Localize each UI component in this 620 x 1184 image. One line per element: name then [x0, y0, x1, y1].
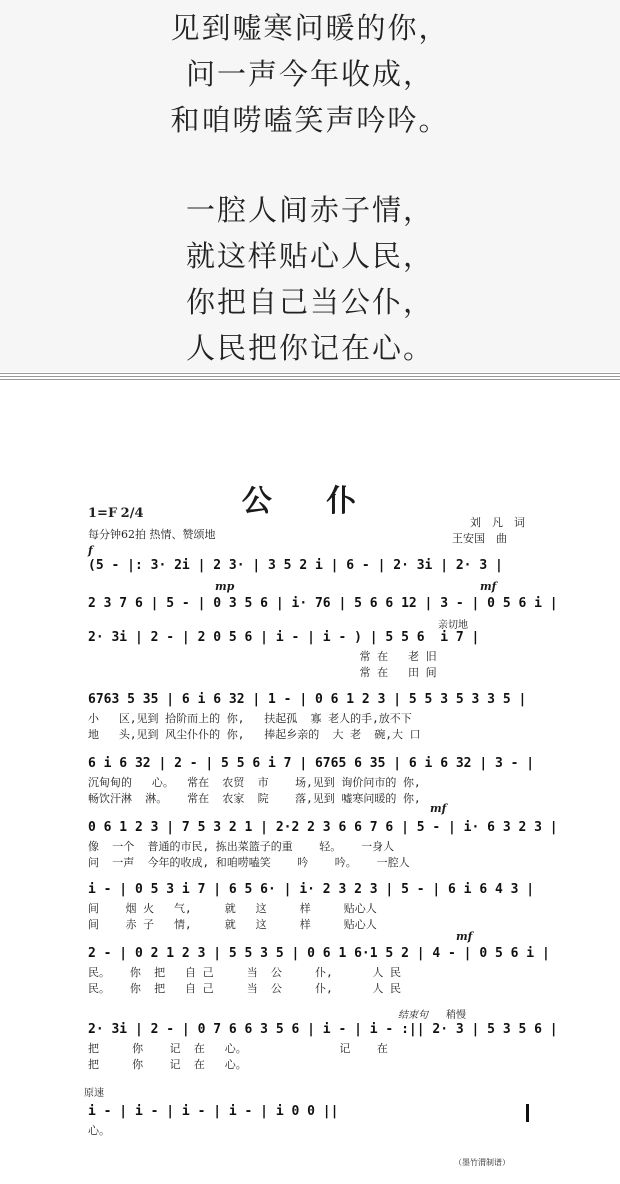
jianpu-notes: (5 - |: 3· 2i | 2 3· | 3 5 2 i | 6 - | 2· 3i | 2· 3 |	[88, 558, 503, 573]
poem-line: 问一声今年收成，	[185, 57, 434, 91]
jianpu-notes: 6 i 6 32 | 2 - | 5 5 6 i 7 | 6765 6 35 | 6 i 6 32 | 3 - |	[88, 756, 535, 771]
jianpu-notes: 6763 5 35 | 6 i 6 32 | 1 - | 0 6 1 2 3 | 5 5 3 5 3 3 5 |	[88, 692, 527, 707]
dynamic-mp: mp	[215, 580, 235, 593]
jianpu-notes: 0 6 1 2 3 | 7 5 3 2 1 | 2·2 2 3 6 6 7 6 | 5 - | i· 6 3 2 3 |	[88, 820, 558, 835]
lyric-verse-1: 间 烟 火 气, 就 这 样 贴心人	[88, 902, 377, 915]
dynamic-mf: mf	[430, 802, 447, 815]
lyricist-credit: 刘 凡 词	[470, 516, 525, 529]
jianpu-notes: 2· 3i | 2 - | 0 7 6 6 3 5 6 | i - | i - :|| 2· 3 | 5 3 5 6 |	[88, 1022, 558, 1037]
key-label: 1=F	[88, 506, 118, 521]
lyric-verse-1: 常 在 老 旧	[88, 650, 437, 663]
section-divider	[0, 373, 620, 374]
poem-line: 就这样贴心人民，	[185, 239, 434, 273]
dynamic-f: f	[88, 544, 93, 557]
tempo-marking: 每分钟62拍 热情、赞颂地	[88, 528, 216, 541]
score-title: 公 仆	[241, 484, 379, 519]
poem-panel	[0, 0, 620, 372]
final-barline	[526, 1104, 529, 1122]
jianpu-notes: i - | i - | i - | i - | i 0 0 ||	[88, 1104, 339, 1119]
poem-line: 见到嘘寒问暖的你，	[170, 11, 450, 45]
lyric-verse-2: 畅饮汗淋 淋。 常在 农家 院 落,见到 嘘寒问暖的 你,	[88, 792, 421, 805]
tempo-change-label: 稍慢	[446, 1010, 466, 1021]
transcriber-credit: （墨竹渭制谱）	[454, 1158, 510, 1167]
section-divider	[0, 376, 620, 377]
lyric-verse-1: 心。	[88, 1124, 110, 1137]
expression-label: 亲切地	[438, 620, 468, 631]
jianpu-notes: 2· 3i | 2 - | 2 0 5 6 | i - | i - ) | 5 5 6 i 7 |	[88, 630, 480, 645]
tempo-return-label: 原速	[84, 1088, 104, 1099]
jianpu-notes: 2 - | 0 2 1 2 3 | 5 5 3 5 | 0 6 1 6·1 5 2 | 4 - | 0 5 6 i |	[88, 946, 550, 961]
poem-line: 一腔人间赤子情，	[185, 193, 434, 227]
lyric-verse-2: 地 头,见到 风尘仆仆的 你, 捧起乡亲的 大 老 碗,大 口	[88, 728, 421, 741]
composer-credit: 王安国 曲	[452, 532, 507, 545]
lyric-verse-2: 民。 你 把 自 己 当 公 仆, 人 民	[88, 982, 402, 995]
poem-line: 和咱唠嗑笑声吟吟。	[170, 103, 450, 137]
jianpu-notes: 2 3 7 6 | 5 - | 0 3 5 6 | i· 76 | 5 6 6 12 | 3 - | 0 5 6 i |	[88, 596, 558, 611]
music-score	[0, 384, 620, 1184]
lyric-verse-1: 民。 你 把 自 己 当 公 仆, 人 民	[88, 966, 402, 979]
lyric-verse-1: 小 区,见到 拾阶而上的 你, 扶起孤 寡 老人的手,放不下	[88, 712, 412, 725]
lyric-verse-2: 常 在 田 间	[88, 666, 437, 679]
dynamic-mf: mf	[456, 930, 473, 943]
lyric-verse-2: 间 赤 子 情, 就 这 样 贴心人	[88, 918, 377, 931]
dynamic-mf: mf	[480, 580, 497, 593]
section-divider	[0, 379, 620, 380]
lyric-verse-1: 把 你 记 在 心。 记 在	[88, 1042, 388, 1055]
lyric-verse-1: 沉甸甸的 心。 常在 农贸 市 场,见到 询价问市的 你,	[88, 776, 421, 789]
time-signature: 2/4	[120, 506, 144, 521]
lyric-verse-2: 把 你 记 在 心。	[88, 1058, 247, 1071]
poem-line: 你把自己当公仆，	[185, 285, 434, 319]
poem-line: 人民把你记在心。	[185, 331, 434, 365]
lyric-verse-1: 像 一个 普通的市民, 拣出菜篮子的重 轻。 一身人	[88, 840, 395, 853]
key-signature	[88, 506, 144, 521]
jianpu-notes: i - | 0 5 3 i 7 | 6 5 6· | i· 2 3 2 3 | 5 - | 6 i 6 4 3 |	[88, 882, 535, 897]
ending-label: 结束句	[398, 1010, 428, 1021]
lyric-verse-2: 问 一声 今年的收成, 和咱唠嗑笑 吟 吟。 一腔人	[88, 856, 410, 869]
